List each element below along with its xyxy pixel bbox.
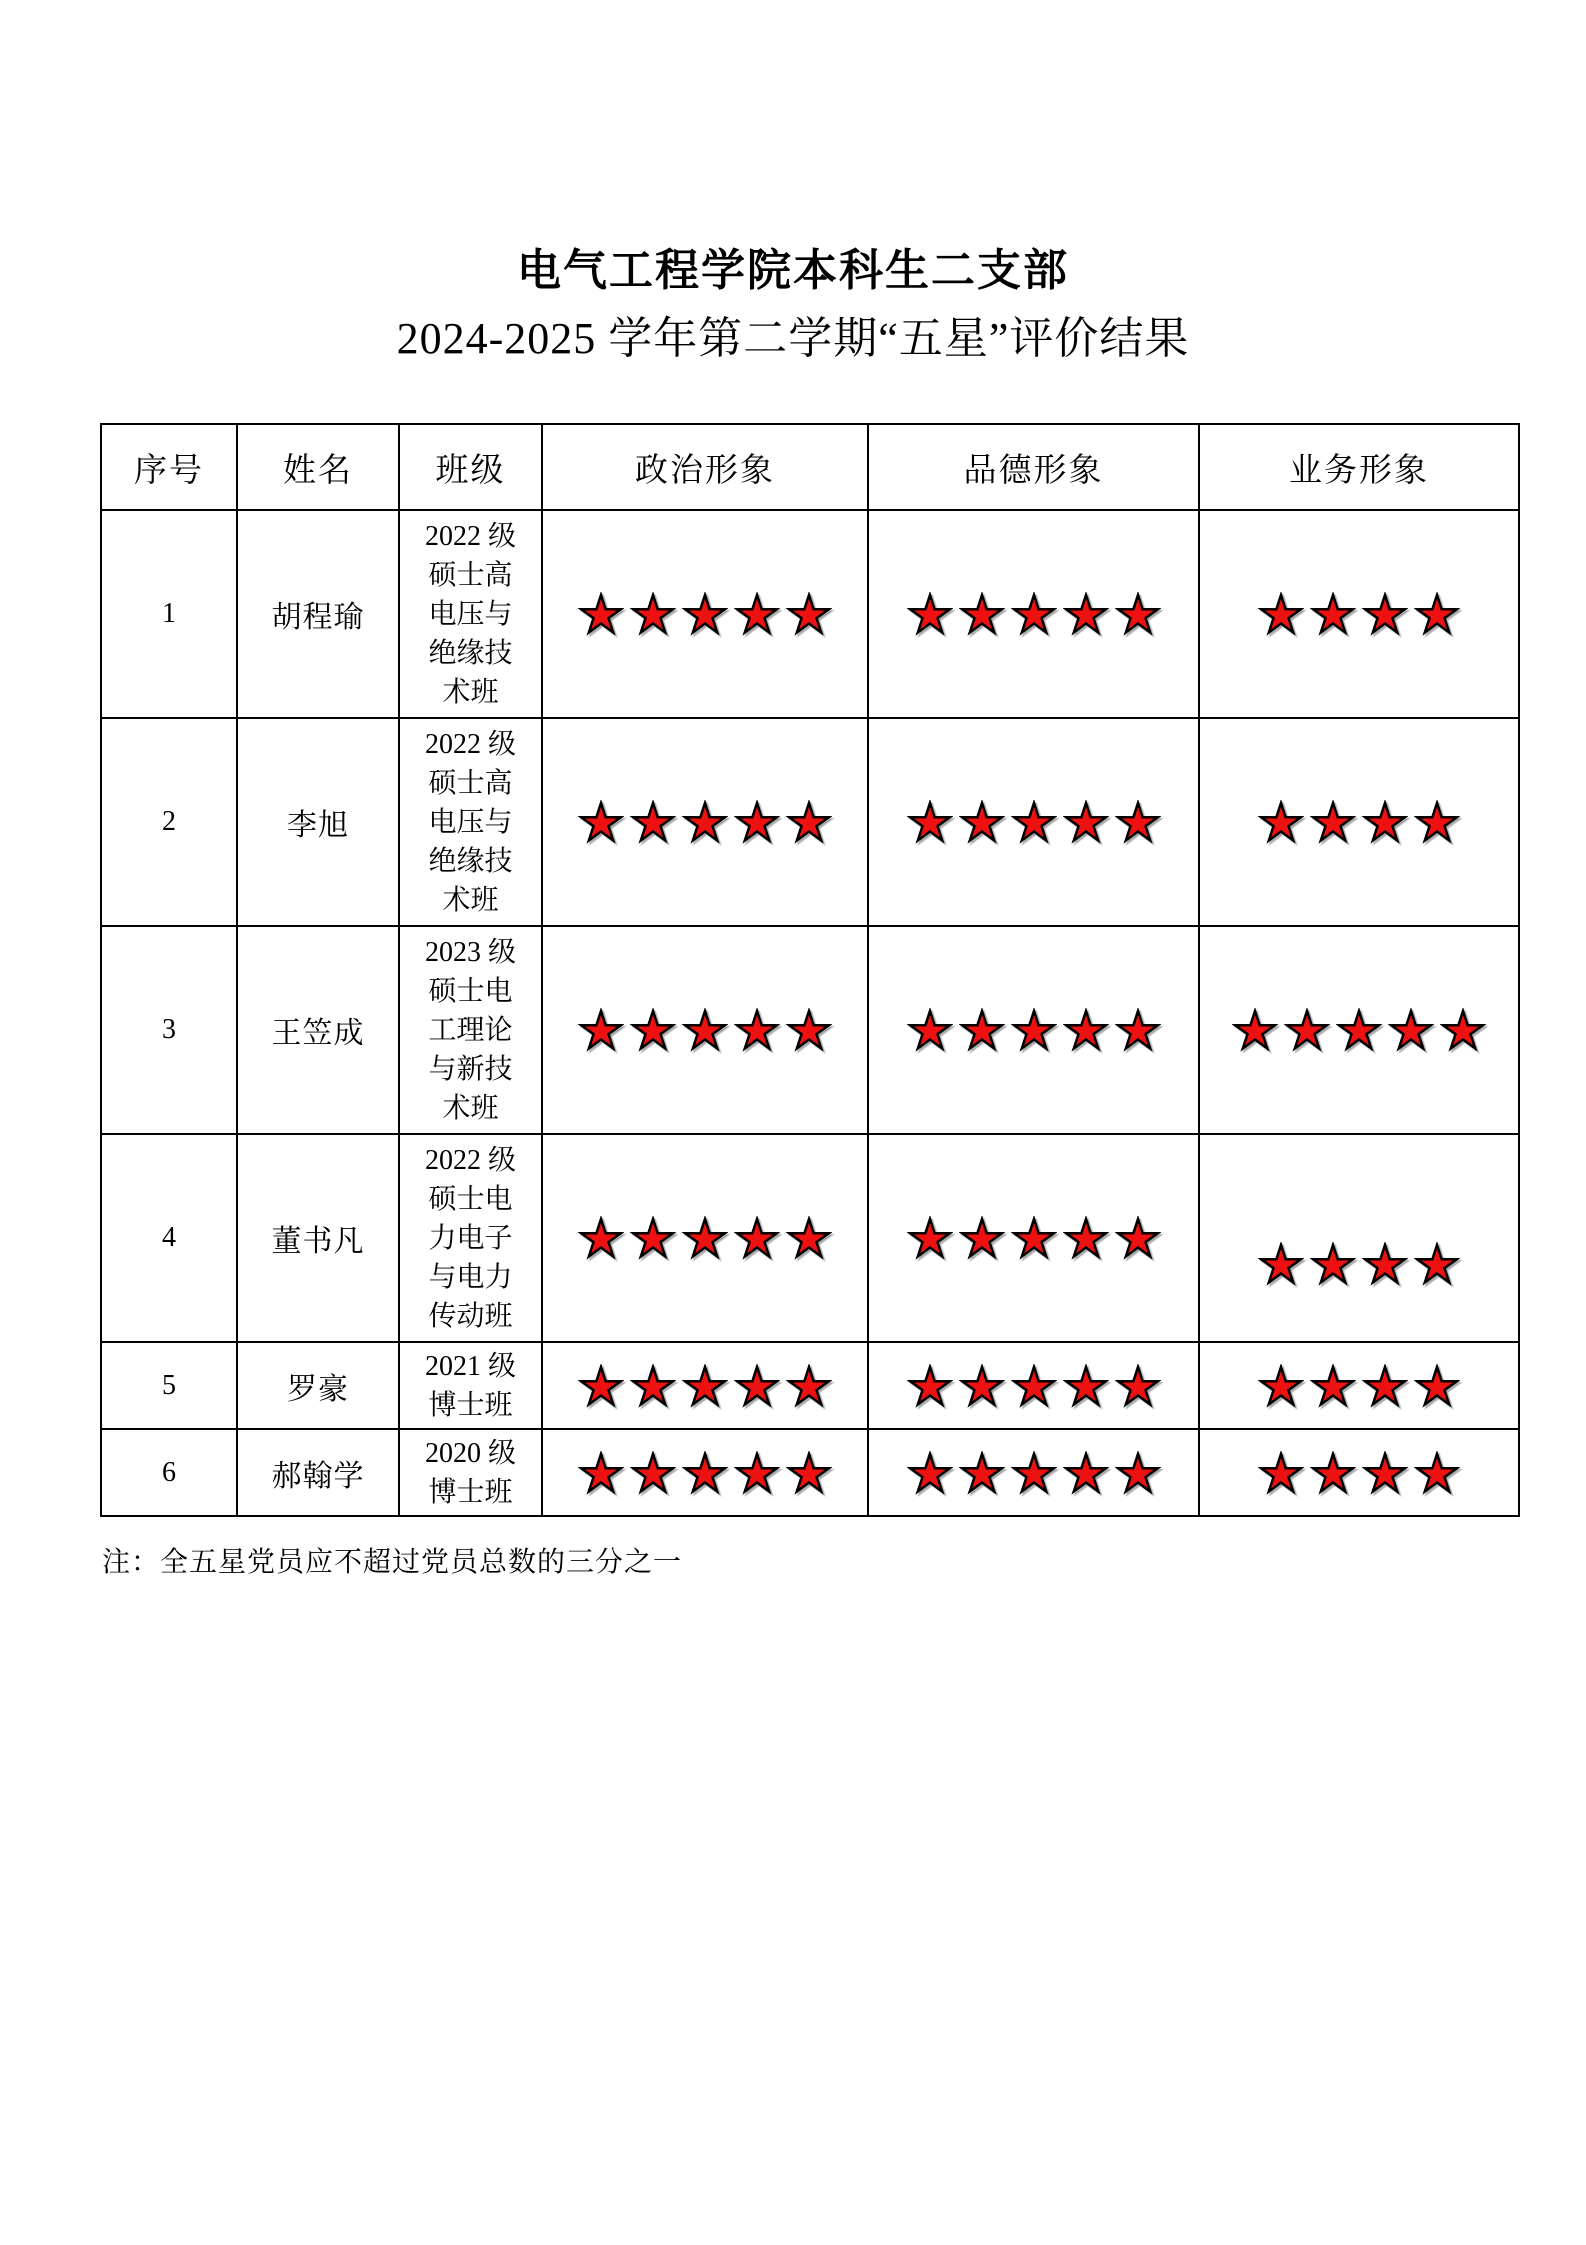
table-row — [101, 718, 1519, 926]
column-header: 政治形象 — [542, 424, 868, 510]
star-icon — [578, 1364, 624, 1408]
column-header: 业务形象 — [1199, 424, 1519, 510]
rating-cell-professional — [1199, 510, 1519, 718]
star-icon — [1063, 1008, 1109, 1052]
class-line: 硕士电 — [428, 975, 513, 1007]
rating-table — [100, 423, 1520, 1517]
star-icon — [1362, 1242, 1408, 1286]
star-icon — [907, 1216, 953, 1260]
star-icon — [1362, 1364, 1408, 1408]
table-row — [101, 1342, 1519, 1429]
star-icon — [1011, 1008, 1057, 1052]
rating-cell-professional — [1199, 1134, 1519, 1342]
rating-cell-moral — [868, 1342, 1199, 1429]
name-cell: 王笠成 — [237, 926, 399, 1134]
rating-cell-political — [542, 1342, 868, 1429]
seq-cell: 6 — [101, 1429, 237, 1516]
page-title: 电气工程学院本科生二支部 — [517, 246, 1069, 295]
class-line: 电压与 — [428, 598, 513, 630]
star-icon — [786, 592, 832, 636]
star-icon — [1414, 800, 1460, 844]
class-line: 硕士高 — [428, 559, 513, 591]
star-icon — [682, 800, 728, 844]
class-line: 硕士电 — [428, 1183, 513, 1215]
rating-cell-professional — [1199, 1429, 1519, 1516]
class-line: 2020 级 — [424, 1437, 516, 1469]
class-line: 与电力 — [428, 1261, 513, 1293]
column-header: 姓名 — [237, 424, 399, 510]
column-header: 班级 — [399, 424, 542, 510]
class-line: 2023 级 — [424, 936, 516, 968]
class-cell — [399, 926, 542, 1134]
star-icon — [907, 592, 953, 636]
star-icon — [734, 1216, 780, 1260]
star-icon — [734, 1364, 780, 1408]
rating-cell-moral — [868, 1429, 1199, 1516]
class-line: 术班 — [442, 1092, 499, 1124]
class-line: 2022 级 — [424, 728, 516, 760]
star-icon — [1362, 592, 1408, 636]
page-subtitle: 2024-2025 学年第二学期“五星”评价结果 — [396, 314, 1190, 363]
star-icon — [1063, 1216, 1109, 1260]
star-icon — [786, 1216, 832, 1260]
star-icon — [734, 800, 780, 844]
star-icon — [1063, 1451, 1109, 1495]
table-row — [101, 1429, 1519, 1516]
star-icon — [1232, 1008, 1278, 1052]
star-icon — [907, 1451, 953, 1495]
star-icon — [786, 1451, 832, 1495]
class-line: 2021 级 — [424, 1350, 516, 1382]
table-row — [101, 926, 1519, 1134]
star-icon — [1414, 592, 1460, 636]
star-icon — [959, 1451, 1005, 1495]
class-line: 硕士高 — [428, 767, 513, 799]
class-line: 术班 — [442, 676, 499, 708]
star-icon — [907, 1008, 953, 1052]
rating-cell-professional — [1199, 718, 1519, 926]
star-icon — [959, 1008, 1005, 1052]
name-cell: 郝翰学 — [237, 1429, 399, 1516]
star-icon — [682, 592, 728, 636]
class-cell — [399, 718, 542, 926]
star-icon — [1011, 1451, 1057, 1495]
star-icon — [734, 592, 780, 636]
star-icon — [630, 1364, 676, 1408]
star-icon — [1011, 800, 1057, 844]
star-icon — [1414, 1451, 1460, 1495]
star-icon — [1310, 1451, 1356, 1495]
header-row — [101, 424, 1519, 510]
star-icon — [1362, 800, 1408, 844]
class-line: 工理论 — [428, 1014, 513, 1046]
star-icon — [1310, 1364, 1356, 1408]
star-icon — [1011, 1216, 1057, 1260]
class-cell — [399, 1342, 542, 1429]
rating-cell-political — [542, 718, 868, 926]
class-cell — [399, 1134, 542, 1342]
star-icon — [1115, 1008, 1161, 1052]
rating-cell-moral — [868, 926, 1199, 1134]
rating-cell-political — [542, 926, 868, 1134]
star-icon — [786, 1008, 832, 1052]
star-icon — [578, 1451, 624, 1495]
star-icon — [1115, 800, 1161, 844]
class-line: 绝缘技 — [428, 845, 513, 877]
seq-cell: 3 — [101, 926, 237, 1134]
class-cell — [399, 510, 542, 718]
star-icon — [682, 1451, 728, 1495]
star-icon — [1388, 1008, 1434, 1052]
star-icon — [959, 592, 1005, 636]
star-icon — [1063, 800, 1109, 844]
star-icon — [682, 1216, 728, 1260]
star-icon — [959, 800, 1005, 844]
star-icon — [1310, 800, 1356, 844]
star-icon — [1011, 592, 1057, 636]
star-icon — [1440, 1008, 1486, 1052]
class-line: 力电子 — [428, 1222, 513, 1254]
star-icon — [630, 1216, 676, 1260]
class-line: 与新技 — [428, 1053, 513, 1085]
rating-cell-political — [542, 510, 868, 718]
star-icon — [959, 1216, 1005, 1260]
seq-cell: 5 — [101, 1342, 237, 1429]
star-icon — [1115, 1364, 1161, 1408]
class-line: 绝缘技 — [428, 637, 513, 669]
star-icon — [734, 1451, 780, 1495]
star-icon — [1258, 1242, 1304, 1286]
seq-cell: 2 — [101, 718, 237, 926]
class-line: 术班 — [442, 884, 499, 916]
rating-cell-moral — [868, 718, 1199, 926]
class-line: 传动班 — [428, 1300, 513, 1332]
rating-cell-political — [542, 1134, 868, 1342]
class-line: 2022 级 — [424, 520, 516, 552]
star-icon — [1414, 1242, 1460, 1286]
star-icon — [630, 1451, 676, 1495]
star-icon — [682, 1364, 728, 1408]
class-line: 博士班 — [428, 1476, 513, 1508]
star-icon — [907, 1364, 953, 1408]
rating-cell-professional — [1199, 926, 1519, 1134]
star-icon — [1310, 592, 1356, 636]
star-icon — [578, 1216, 624, 1260]
class-line: 博士班 — [428, 1389, 513, 1421]
star-icon — [786, 1364, 832, 1408]
name-cell: 胡程瑜 — [237, 510, 399, 718]
name-cell: 董书凡 — [237, 1134, 399, 1342]
star-icon — [630, 800, 676, 844]
star-icon — [578, 592, 624, 636]
star-icon — [1258, 800, 1304, 844]
name-cell: 李旭 — [237, 718, 399, 926]
rating-cell-moral — [868, 510, 1199, 718]
class-line: 电压与 — [428, 806, 513, 838]
star-icon — [578, 800, 624, 844]
star-icon — [630, 1008, 676, 1052]
star-icon — [1063, 592, 1109, 636]
star-icon — [959, 1364, 1005, 1408]
rating-cell-moral — [868, 1134, 1199, 1342]
star-icon — [1011, 1364, 1057, 1408]
table-body — [101, 510, 1519, 1516]
column-header: 序号 — [101, 424, 237, 510]
class-line: 2022 级 — [424, 1144, 516, 1176]
table-row — [101, 510, 1519, 718]
star-icon — [1336, 1008, 1382, 1052]
star-icon — [1258, 1451, 1304, 1495]
seq-cell: 4 — [101, 1134, 237, 1342]
name-cell: 罗豪 — [237, 1342, 399, 1429]
star-icon — [1115, 1451, 1161, 1495]
star-icon — [1115, 1216, 1161, 1260]
star-icon — [1414, 1364, 1460, 1408]
star-icon — [1284, 1008, 1330, 1052]
rating-cell-political — [542, 1429, 868, 1516]
star-icon — [1310, 1242, 1356, 1286]
table-row — [101, 1134, 1519, 1342]
star-icon — [1258, 1364, 1304, 1408]
star-icon — [1258, 592, 1304, 636]
star-icon — [1115, 592, 1161, 636]
footnote: 注：全五星党员应不超过党员总数的三分之一 — [102, 1547, 683, 1578]
star-icon — [1362, 1451, 1408, 1495]
seq-cell: 1 — [101, 510, 237, 718]
column-header: 品德形象 — [868, 424, 1199, 510]
star-icon — [734, 1008, 780, 1052]
star-icon — [682, 1008, 728, 1052]
rating-cell-professional — [1199, 1342, 1519, 1429]
star-icon — [907, 800, 953, 844]
star-icon — [578, 1008, 624, 1052]
star-icon — [630, 592, 676, 636]
star-icon — [1063, 1364, 1109, 1408]
star-icon — [786, 800, 832, 844]
class-cell — [399, 1429, 542, 1516]
